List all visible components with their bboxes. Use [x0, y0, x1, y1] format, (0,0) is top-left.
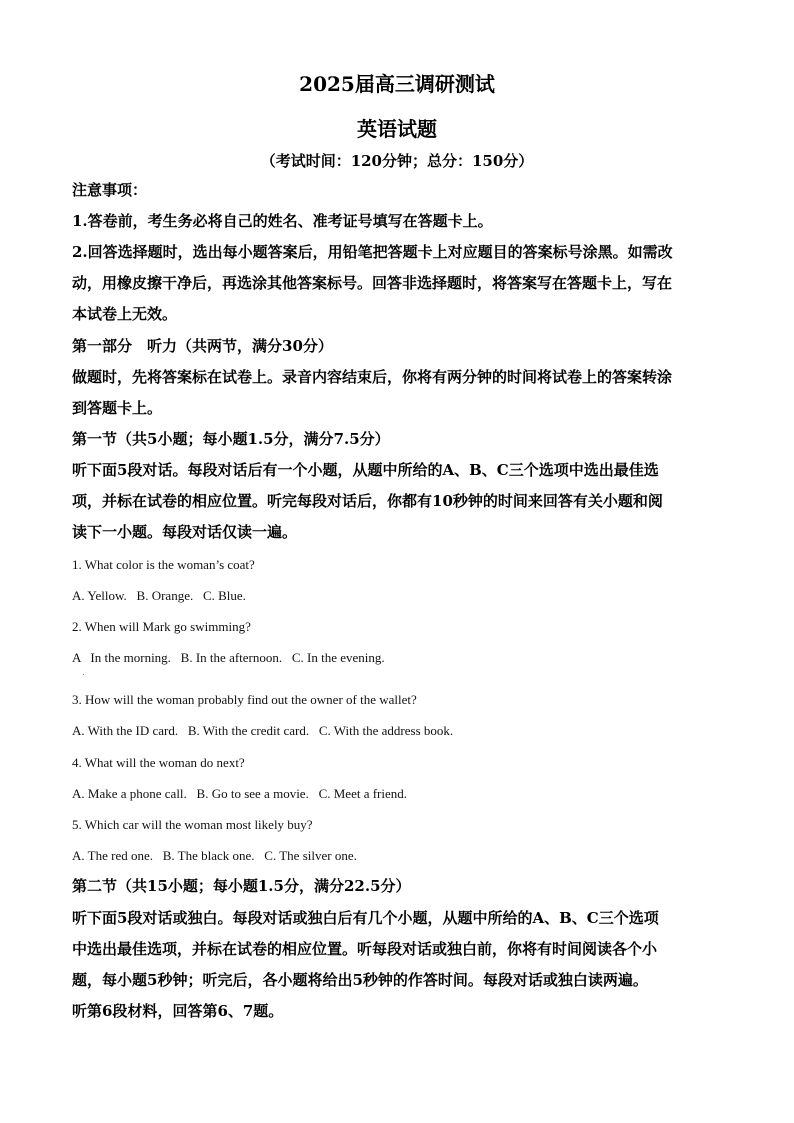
question-3-options: A. With the ID card. B. With the credit card. C. With the address book.	[72, 723, 454, 738]
part1-instruction-line-1: 做题时，先将答案标在试卷上。录音内容结束后，你将有两分钟的时间将试卷上的答案转涂	[72, 368, 673, 386]
section2-heading: 第二节（共15小题；每小题1.5分，满分22.5分）	[72, 877, 411, 895]
exam-info: （考试时间：120分钟；总分：150分）	[260, 152, 534, 170]
question-5: 5. Which car will the woman most likely buy?	[72, 817, 313, 832]
section1-instruction-line-3: 读下一小题。每段对话仅读一遍。	[72, 523, 298, 541]
question-3: 3. How will the woman probably find out the owner of the wallet?	[72, 692, 417, 707]
stray-mark: ·	[82, 670, 85, 679]
notes-heading: 注意事项：	[72, 181, 148, 199]
notes-item-2-line-3: 本试卷上无效。	[72, 305, 178, 323]
part1-heading: 第一部分 听力（共两节，满分30分）	[72, 337, 333, 355]
section1-heading: 第一节（共5小题；每小题1.5分，满分7.5分）	[72, 430, 390, 448]
section1-instruction-line-2: 项，并标在试卷的相应位置。听完每段对话后，你都有10秒钟的时间来回答有关小题和阅	[72, 492, 663, 510]
section2-instruction-line-4: 听第6段材料，回答第6、7题。	[72, 1002, 284, 1020]
question-4: 4. What will the woman do next?	[72, 755, 245, 770]
question-2: 2. When will Mark go swimming?	[72, 619, 251, 634]
question-5-options: A. The red one. B. The black one. C. The silver one.	[72, 848, 357, 863]
question-1-options: A. Yellow. B. Orange. C. Blue.	[72, 588, 246, 603]
exam-title: 2025届高三调研测试	[299, 72, 495, 96]
part1-instruction-line-2: 到答题卡上。	[72, 399, 163, 417]
question-2-options: A In the morning. B. In the afternoon. C. In the evening.	[72, 650, 385, 665]
notes-item-2-line-2: 动，用橡皮擦干净后，再选涂其他答案标号。回答非选择题时，将答案写在答题卡上，写在	[72, 274, 673, 292]
question-1: 1. What color is the woman’s coat?	[72, 557, 255, 572]
subject-title: 英语试题	[357, 117, 437, 141]
notes-item-1: 1.答卷前，考生务必将自己的姓名、准考证号填写在答题卡上。	[72, 212, 493, 230]
section1-instruction-line-1: 听下面5段对话。每段对话后有一个小题，从题中所给的A、B、C三个选项中选出最佳选	[72, 461, 659, 479]
section2-instruction-line-2: 中选出最佳选项，并标在试卷的相应位置。听每段对话或独白前，你将有时间阅读各个小	[72, 940, 658, 958]
question-4-options: A. Make a phone call. B. Go to see a movie. C. Meet a friend.	[72, 786, 408, 801]
section2-instruction-line-1: 听下面5段对话或独白。每段对话或独白后有几个小题，从题中所给的A、B、C三个选项	[72, 909, 659, 927]
section2-instruction-line-3: 题，每小题5秒钟；听完后，各小题将给出5秒钟的作答时间。每段对话或独白读两遍。	[72, 971, 648, 989]
notes-item-2-line-1: 2.回答选择题时，选出每小题答案后，用铅笔把答题卡上对应题目的答案标号涂黑。如需改	[72, 243, 673, 261]
